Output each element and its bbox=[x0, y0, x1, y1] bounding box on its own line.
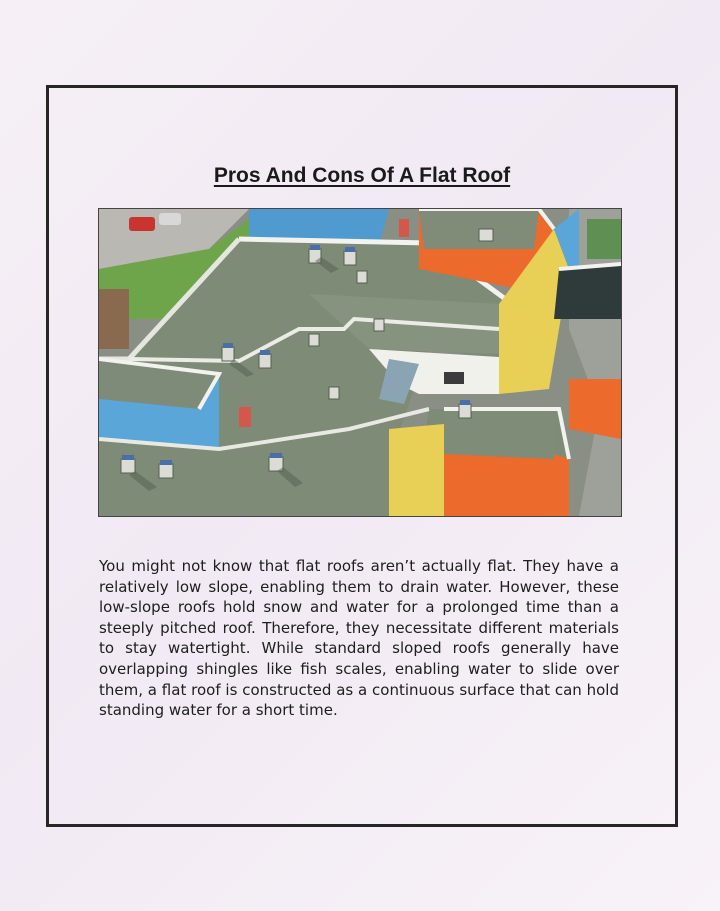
page-title: Pros And Cons Of A Flat Roof bbox=[213, 164, 511, 187]
flat-roof-photo bbox=[98, 208, 622, 517]
document-card bbox=[46, 85, 678, 827]
body-paragraph: You might not know that flat roofs aren’t actually flat. They have a relatively low slope, enabling them to drain water. However, these low-slope roofs hold snow and water for a prolonged time than a steeply pitched roof. Therefore, they necessitate different materials to stay watertight. While standard sloped roofs generally have overlapping shingles like fish scales, enabling water to slide over them, a flat roof is constructed as a continuous surface that can hold standing water for a short time. bbox=[99, 557, 619, 720]
